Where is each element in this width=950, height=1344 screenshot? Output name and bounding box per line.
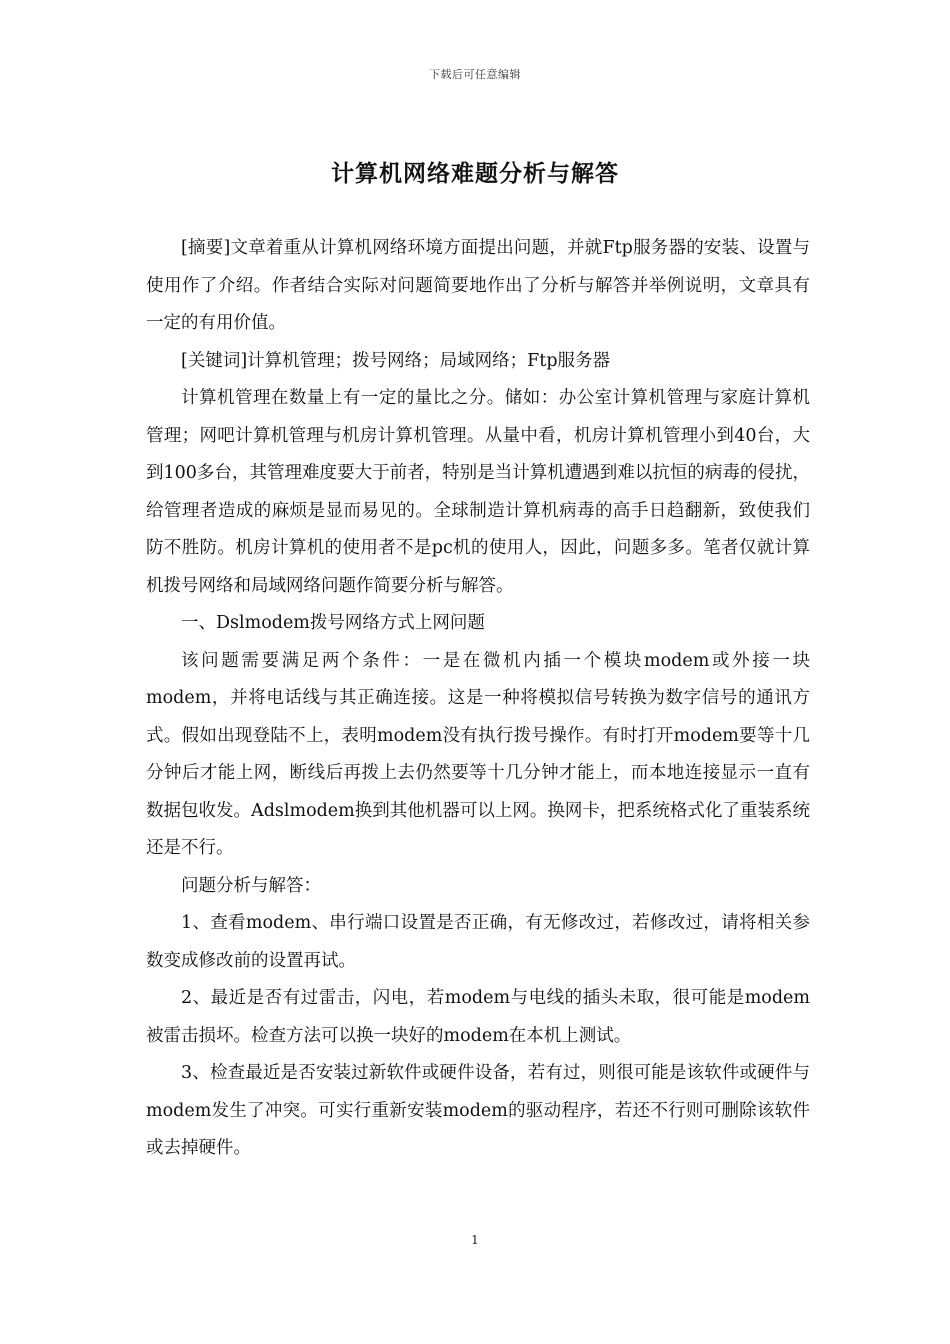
page-title: 计算机网络难题分析与解答 <box>331 160 619 187</box>
document-body <box>146 230 810 1168</box>
section-heading: 一、Dslmodem拨号网络方式上网问题 <box>181 613 485 633</box>
subsection-heading: 问题分析与解答： <box>181 875 321 896</box>
list-item: 3、检查最近是否安装过新软件或硬件设备，若有过，则很可能是该软件或硬件与modem发生了冲突。可实行重新安装modem的驱动程序，若还不行则可删除该软件或去掉硬件。 <box>146 1063 810 1158</box>
header-note: 下载后可任意编辑 <box>429 68 521 81</box>
intro-paragraph: 计算机管理在数量上有一定的量比之分。储如：办公室计算机管理与家庭计算机管理；网吧计算机管理与机房计算机管理。从量中看，机房计算机管理小到40台，大到100多台，其管理难度要大于前者，特别是当计算机遭遇到难以抗恒的病毒的侵扰，给管理者造成的麻烦是显而易见的。全球制造计算机病毒的高手日趋翻新，致使我们防不胜防。机房计算机的使用者不是pc机的使用人，因此，问题多多。笔者仅就计算机拨号网络和局域网络问题作简要分析与解答。 <box>146 388 810 596</box>
list-item: 1、查看modem、串行端口设置是否正确，有无修改过，若修改过，请将相关参数变成修改前的设置再试。 <box>146 913 810 971</box>
body-paragraph: 该问题需要满足两个条件：一是在微机内插一个模块modem或外接一块modem，并将电话线与其正确连接。这是一种将模拟信号转换为数字信号的通讯方式。假如出现登陆不上，表明modem没有执行拨号操作。有时打开modem要等十几分钟后才能上网，断线后再拨上去仍然要等十几分钟才能上，而本地连接显示一直有数据包收发。Adslmodem换到其他机器可以上网。换网卡，把系统格式化了重装系统还是不行。 <box>146 650 810 858</box>
list-item: 2、最近是否有过雷击，闪电，若modem与电线的插头未取，很可能是modem被雷击损坏。检查方法可以换一块好的modem在本机上测试。 <box>146 988 810 1046</box>
keywords-paragraph: [关键词]计算机管理；拨号网络；局域网络；Ftp服务器 <box>181 350 611 371</box>
page-number: 1 <box>471 1233 479 1247</box>
abstract-paragraph: [摘要]文章着重从计算机网络环境方面提出问题，并就Ftp服务器的安装、设置与使用作了介绍。作者结合实际对问题简要地作出了分析与解答并举例说明，文章具有一定的有用价值。 <box>146 238 810 333</box>
